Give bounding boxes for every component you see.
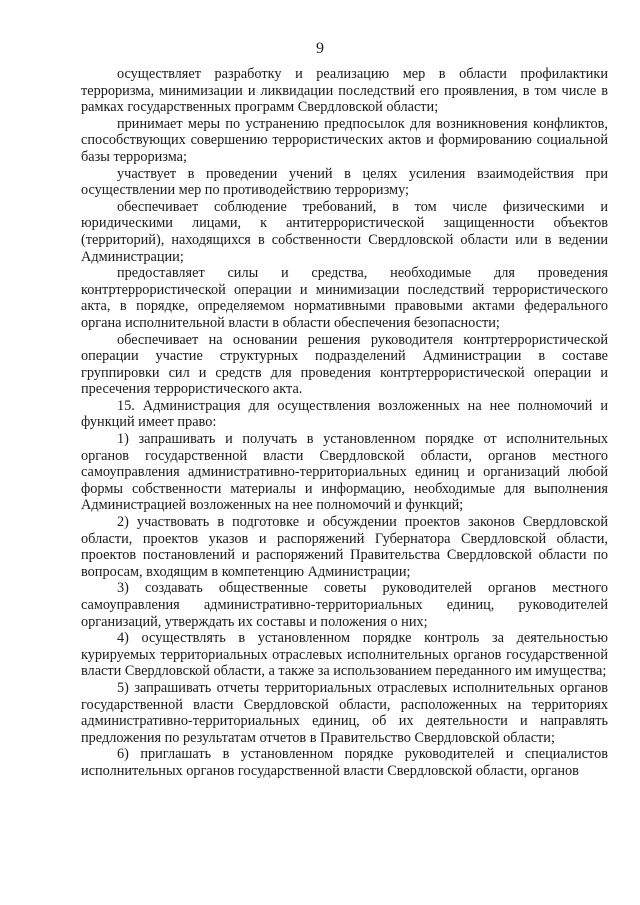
paragraph: 3) создавать общественные советы руководителей органов местного самоуправления административно-территориальных единиц, руководителей организаций, утверждать их составы и положения о них; [81, 580, 608, 630]
paragraph: участвует в проведении учений в целях усиления взаимодействия при осуществлении мер по противодействию терроризму; [81, 165, 608, 199]
paragraph: 1) запрашивать и получать в установленном порядке от исполнительных органов государственной власти Свердловской области, органов местного самоуправления административно-территориальных единиц и организаций любой формы собственности материалы и информацию, необходимые для выполнения Администрацией возложенных на нее полномочий и функций; [81, 431, 608, 514]
paragraph: 5) запрашивать отчеты территориальных отраслевых исполнительных органов государственной власти Свердловской области, расположенных на территориях административно-территориальных единиц, об их деятельности и направлять предложения по результатам отчетов в Правительство Свердловской области; [81, 679, 608, 746]
paragraph: 15. Администрация для осуществления возложенных на нее полномочий и функций имеет право: [81, 397, 608, 431]
paragraph: 6) приглашать в установленном порядке руководителей и специалистов исполнительных органов государственной власти Свердловской области, органов [81, 746, 608, 779]
paragraph: обеспечивает на основании решения руководителя контртеррористической операции участие структурных подразделений Администрации в составе группировки сил и средств для проведения контртеррористической операции и пресечения террористического акта. [81, 331, 608, 398]
paragraph: предоставляет силы и средства, необходимые для проведения контртеррористической операции и минимизации последствий террористического акта, в порядке, определяемом нормативными правовыми актами федерального органа исполнительной власти в области обеспечения безопасности; [81, 265, 608, 331]
page-number: 9 [316, 40, 324, 57]
paragraph: 2) участвовать в подготовке и обсуждении проектов законов Свердловской области, проектов указов и распоряжений Губернатора Свердловской области, проектов постановлений и распоряжений Правительства Свердловской области по вопросам, входящим в компетенцию Администрации; [81, 514, 608, 580]
document-body [81, 66, 608, 780]
paragraph: принимает меры по устранению предпосылок для возникновения конфликтов, способствующих совершению террористических актов и формированию социальной базы терроризма; [81, 115, 608, 165]
paragraph: обеспечивает соблюдение требований, в том числе физическими и юридическими лицами, к антитеррористической защищенности объектов (территорий), находящихся в собственности Свердловской области или в ведении Администрации; [81, 198, 608, 265]
paragraph: 4) осуществлять в установленном порядке контроль за деятельностью курируемых территориальных отраслевых исполнительных органов государственной власти Свердловской области, а также за использованием переданного им имущества; [81, 630, 608, 680]
paragraph: осуществляет разработку и реализацию мер в области профилактики терроризма, минимизации и ликвидации последствий его проявления, в том числе в рамках государственных программ Свердловской области; [81, 66, 608, 116]
